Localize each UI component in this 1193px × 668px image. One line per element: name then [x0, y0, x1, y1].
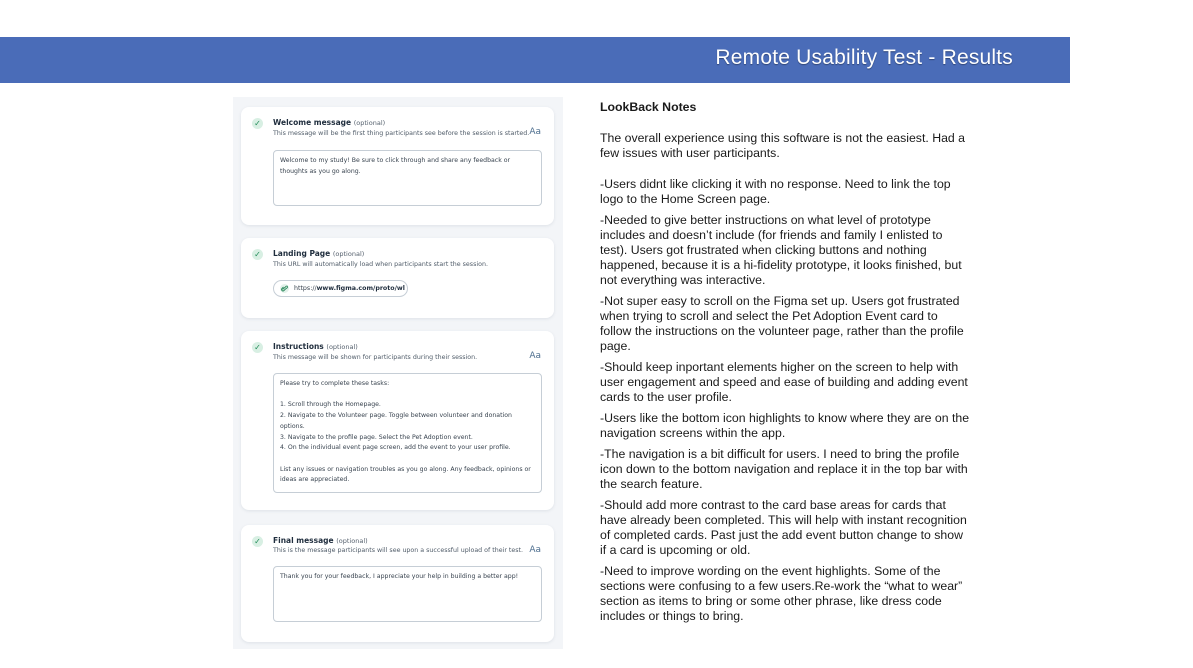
optional-label: (optional) [326, 343, 358, 351]
notes-intro: The overall experience using this software is not the easiest. Had a few issues with user participants. [600, 131, 966, 160]
link-icon [280, 284, 289, 293]
instruction-line: 3. Navigate to the profile page. Select the Pet Adoption event. [280, 433, 473, 441]
optional-label: (optional) [336, 537, 368, 545]
instructions-card [241, 331, 554, 510]
checkmark-icon: ✓ [252, 536, 263, 547]
instructions-description: This message will be shown for participants during their session. [273, 354, 478, 361]
checkmark-icon: ✓ [252, 249, 263, 260]
url-domain: www.figma.com/proto/wl [316, 285, 405, 292]
card-title-text: Landing Page [273, 249, 331, 258]
welcome-message-input[interactable] [273, 150, 542, 206]
welcome-message-card [241, 107, 554, 225]
instructions-input[interactable] [273, 373, 542, 493]
checkmark-icon: ✓ [252, 342, 263, 353]
optional-label: (optional) [332, 250, 365, 258]
card-title-text: Instructions [273, 342, 324, 351]
header-banner [0, 37, 1070, 83]
note-item: -Needed to give better instructions on what level of prototype includes and doesn’t include (for friends and family I enlisted to test). Users got frustrated when clicking buttons and nothing happened, because it is a hi-fidelity prototype, it looks finished, but not everything was interactive. [600, 213, 962, 287]
text-format-icon[interactable]: Aa [529, 545, 541, 555]
lookback-notes [600, 100, 970, 630]
final-message-text: Thank you for your feedback, I appreciate your help in building a better app! [280, 573, 519, 580]
text-format-icon[interactable]: Aa [529, 127, 541, 137]
landing-page-title [273, 249, 364, 258]
instruction-line [280, 390, 535, 401]
welcome-message-description: This message will be the first thing participants see before the session is started. [273, 130, 530, 137]
checkmark-icon: ✓ [252, 118, 263, 129]
instruction-line: 4. On the individual event page screen, add the event to your user profile. [280, 444, 511, 452]
note-item: -Need to improve wording on the event highlights. Some of the sections were confusing to a few users.Re-work the “what to wear” section as items to bring or some other phrase, like dress code includes or things to bring. [600, 564, 963, 623]
instructions-title [273, 342, 358, 351]
welcome-message-text: Welcome to my study! Be sure to click through and share any feedback or thoughts as you go along. [280, 157, 511, 175]
instruction-line: 2. Navigate to the Volunteer page. Toggle between volunteer and donation options. [280, 412, 512, 430]
final-message-description: This is the message participants will see upon a successful upload of their test. [273, 547, 524, 554]
card-title-text: Welcome message [273, 118, 352, 127]
text-format-icon[interactable]: Aa [529, 351, 541, 361]
note-item: -Not super easy to scroll on the Figma set up. Users got frustrated when trying to scroll and select the Pet Adoption Event card to follow the instructions on the volunteer page, rather than the profile page. [600, 294, 964, 353]
landing-url-input[interactable] [273, 280, 408, 297]
final-message-title [273, 536, 368, 545]
url-prefix: https:// [294, 285, 317, 292]
note-item: -The navigation is a bit difficult for users. I need to bring the profile icon down to the bottom navigation and replace it in the top bar with the search feature. [600, 447, 968, 491]
instruction-line: Please try to complete these tasks: [280, 380, 390, 387]
welcome-message-title [273, 118, 385, 127]
note-item: -Users didnt like clicking it with no response. Need to link the top logo to the Home Screen page. [600, 177, 951, 206]
instruction-line [280, 454, 535, 465]
landing-page-card [241, 238, 554, 318]
landing-url-text [294, 281, 405, 296]
final-message-card [241, 525, 554, 642]
notes-title: LookBack Notes [600, 100, 697, 114]
note-item: -Should keep inportant elements higher on the screen to help with user engagement and speed and ease of building and adding event cards to the user profile. [600, 360, 968, 404]
instruction-line: 1. Scroll through the Homepage. [280, 401, 381, 409]
page-title: Remote Usability Test - Results [715, 46, 1013, 69]
final-message-input[interactable] [273, 566, 542, 622]
landing-page-description: This URL will automatically load when participants start the session. [273, 261, 488, 268]
note-item: -Users like the bottom icon highlights to know where they are on the navigation screens within the app. [600, 411, 970, 440]
instruction-line: List any issues or navigation troubles as you go along. Any feedback, opinions or ideas are appreciated. [280, 465, 531, 484]
lookback-setup-panel [233, 97, 563, 649]
note-item: -Should add more contrast to the card base areas for cards that have already been completed. This will help with instant recognition of completed cards. Past just the add event button change to show if a card is upcoming or old. [600, 498, 967, 557]
optional-label: (optional) [353, 119, 386, 127]
card-title-text: Final message [273, 536, 334, 545]
